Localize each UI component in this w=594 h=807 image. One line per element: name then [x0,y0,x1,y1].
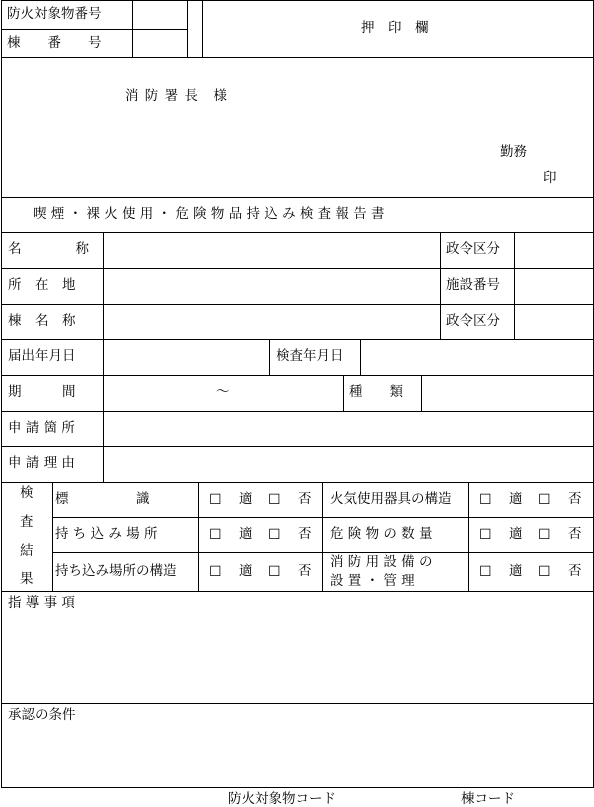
sign-ng-label: 否 [298,491,312,507]
firefighting-equipment-ok-label: 適 [509,563,523,579]
result-bottom-line [1,591,594,592]
name-input[interactable] [104,233,439,268]
bring-in-place-ok-checkbox[interactable]: ☐ [209,527,222,543]
result-col-divider-3 [468,482,469,591]
row5-divider-a [343,375,344,411]
approval-conditions-label: 承認の条件 [8,707,76,723]
fire-equipment-structure-label: 火気使用器具の構造 [330,491,452,507]
building-name-input[interactable] [104,305,439,339]
bring-in-place-ok-label: 適 [239,526,253,542]
hazardous-quantity-ng-label: 否 [568,526,582,542]
notification-date-label: 届出年月日 [8,348,76,364]
facility-number-input[interactable] [515,269,593,304]
firefighting-equipment-label-line2: 設 置 ・ 管 理 [330,573,415,589]
row-line-8 [1,482,594,483]
firefighting-equipment-ok-checkbox[interactable]: ☐ [479,564,492,580]
bring-in-place-ng-checkbox[interactable]: ☐ [268,527,281,543]
bring-in-place-ng-label: 否 [298,526,312,542]
result-row-line-1 [52,517,594,518]
fire-target-code-label: 防火対象物コード [228,791,336,807]
firefighting-equipment-ng-label: 否 [568,563,582,579]
building-number-input[interactable] [134,30,187,57]
fire-equipment-ng-label: 否 [568,491,582,507]
fire-equipment-ok-label: 適 [509,491,523,507]
report-title: 喫 煙 ・ 裸 火 使 用 ・ 危 険 物 品 持 込 み 検 査 報 告 書 [33,206,385,222]
guidance-input[interactable] [2,615,593,702]
type-label: 種 類 [349,384,403,400]
result-col-divider-1 [198,482,199,591]
hazardous-quantity-ok-checkbox[interactable]: ☐ [479,527,492,543]
result-label-char-4: 果 [20,571,34,587]
period-separator: ～ [216,384,230,400]
cabinet-district-input[interactable] [515,233,593,268]
guidance-label: 指 導 事 項 [8,595,75,611]
sign-ok-checkbox[interactable]: ☐ [209,492,222,508]
addressee-top-border [1,57,594,58]
period-label: 期 間 [8,384,76,400]
location-label: 所 在 地 [8,277,76,293]
seal-column-label: 押 印 欄 [361,20,429,36]
sign-label: 標 識 [55,491,150,507]
building-number-label: 棟 番 号 [7,35,102,51]
result-row-line-2 [52,552,594,553]
result-label-char-1: 検 [20,485,34,501]
result-label-char-2: 査 [20,514,34,530]
header-col-divider [132,0,133,58]
location-input[interactable] [104,269,439,304]
notification-date-input[interactable] [104,340,269,375]
seal-mark: 印 [543,170,557,186]
type-input[interactable] [422,376,593,411]
row1-divider-a [440,232,441,339]
result-col-divider-2 [322,482,323,591]
hazardous-quantity-ng-checkbox[interactable]: ☐ [538,527,551,543]
sign-ng-checkbox[interactable]: ☐ [268,492,281,508]
firefighting-equipment-label-line1: 消 防 用 設 備 の [330,554,433,570]
building-code-label: 棟コード [461,791,515,807]
application-reason-label: 申 請 理 由 [8,455,75,471]
cabinet-district-label-2: 政令区分 [446,313,500,329]
approval-conditions-input[interactable] [2,727,593,787]
seal-column-area[interactable] [203,1,593,57]
hazardous-quantity-ok-label: 適 [509,526,523,542]
fire-equipment-ng-checkbox[interactable]: ☐ [538,492,551,508]
application-reason-input[interactable] [104,447,593,482]
inspection-date-input[interactable] [361,340,593,375]
building-name-label: 棟 名 称 [8,313,76,329]
bring-in-place-label: 持 ち 込 み 場 所 [55,526,158,542]
application-place-input[interactable] [104,412,593,446]
application-place-label: 申 請 箇 所 [8,420,75,436]
workplace-label: 勤務 [500,144,527,160]
facility-number-label: 施設番号 [446,277,500,293]
fire-target-number-label: 防火対象物番号 [7,6,102,22]
cabinet-district-label: 政令区分 [446,241,500,257]
row4-divider-a [269,339,270,375]
bring-in-place-structure-label: 持ち込み場所の構造 [55,563,177,579]
firefighting-equipment-ng-checkbox[interactable]: ☐ [538,564,551,580]
inspection-date-label: 検査年月日 [276,348,344,364]
fire-target-number-input[interactable] [134,1,187,28]
hazardous-quantity-label: 危 険 物 の 数 量 [330,526,433,542]
result-label-divider [52,482,53,591]
bring-in-structure-ng-checkbox[interactable]: ☐ [268,564,281,580]
bring-in-structure-ok-label: 適 [239,563,253,579]
name-label: 名 称 [8,241,89,257]
approval-top-border [1,703,594,704]
period-end-input[interactable] [232,376,342,411]
bring-in-structure-ng-label: 否 [298,563,312,579]
sign-ok-label: 適 [239,491,253,507]
bring-in-structure-ok-checkbox[interactable]: ☐ [209,564,222,580]
result-label-char-3: 結 [20,543,34,559]
chief-label: 消 防 署 長 様 [125,88,228,104]
cabinet-district-input-2[interactable] [515,305,593,339]
title-top-border [1,197,594,198]
fire-equipment-ok-checkbox[interactable]: ☐ [479,492,492,508]
period-start-input[interactable] [104,376,214,411]
